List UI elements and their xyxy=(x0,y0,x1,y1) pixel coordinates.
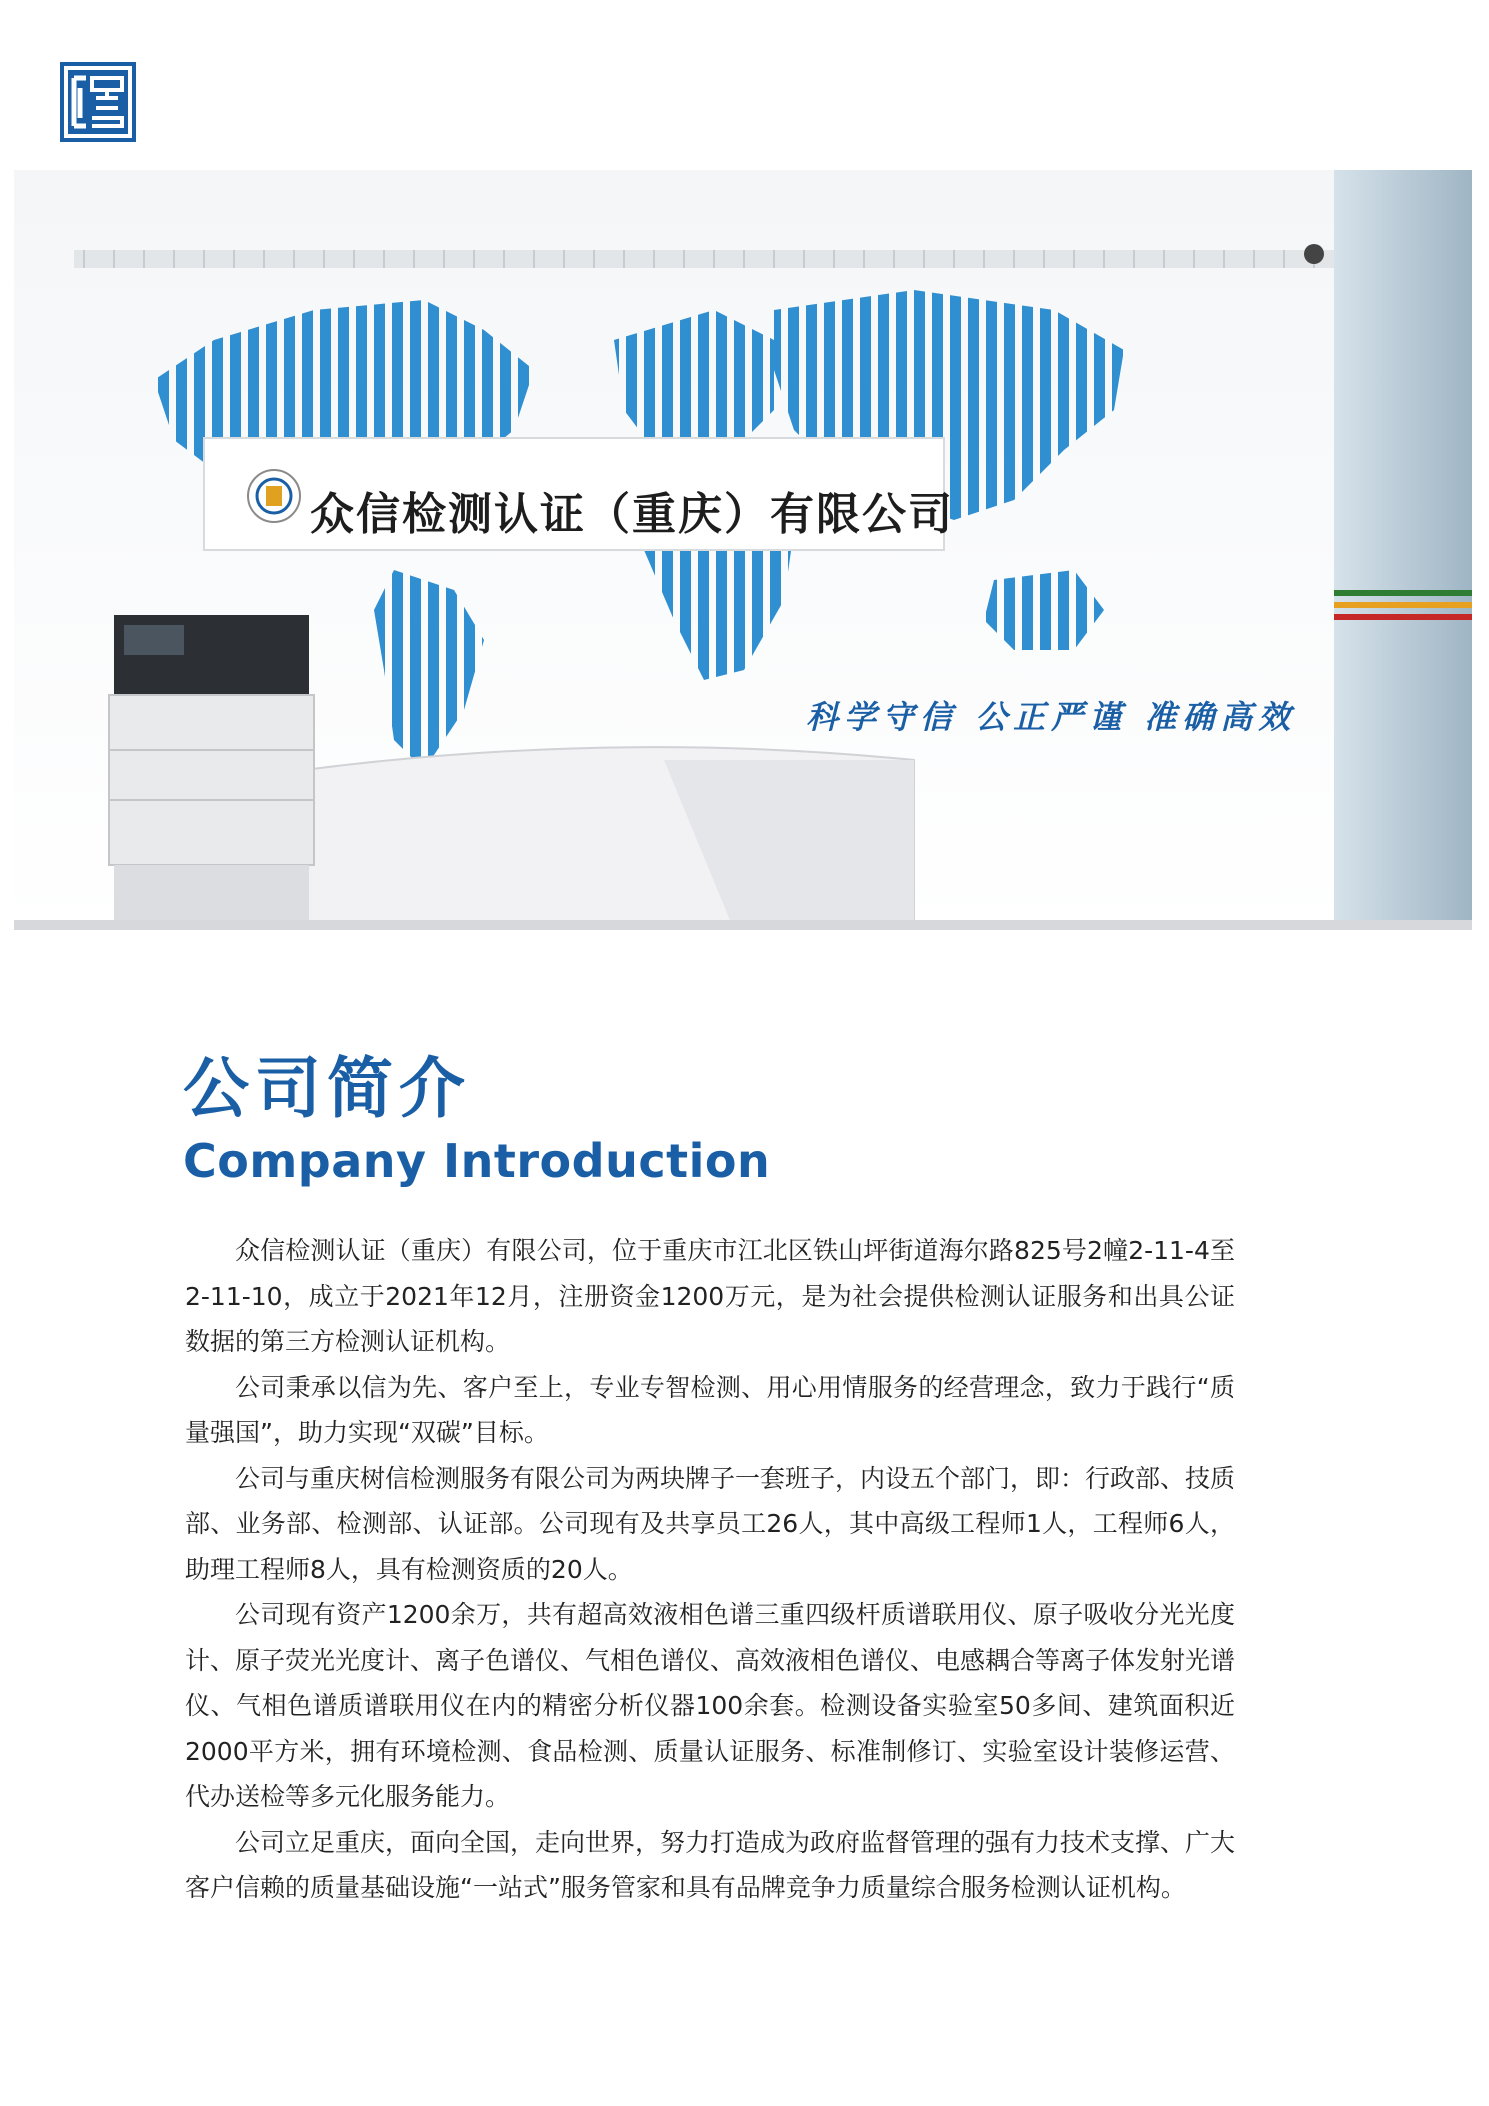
brand-seal-logo xyxy=(58,60,138,144)
intro-paragraph: 公司秉承以信为先、客户至上，专业专智检测、用心用情服务的经营理念，致力于践行“质量强国”，助力实现“双碳”目标。 xyxy=(185,1372,1235,1447)
section-title-english: Company Introduction xyxy=(183,1134,771,1188)
intro-paragraph: 公司立足重庆，面向全国，走向世界，努力打造成为政府监督管理的强有力技术支撑、广大客户信赖的质量基础设施“一站式”服务管家和具有品牌竞争力质量综合服务检测认证机构。 xyxy=(185,1827,1236,1902)
intro-paragraph: 公司与重庆树信检测服务有限公司为两块牌子一套班子，内设五个部门，即：行政部、技质部、业务部、检测部、认证部。公司现有及共享员工26人，其中高级工程师1人，工程师6人，助理工程师8人，具有检测资质的20人。 xyxy=(185,1463,1236,1584)
company-introduction-body xyxy=(185,1228,1235,1911)
reception-photo xyxy=(14,170,1472,930)
section-title-chinese: 公司简介 xyxy=(183,1050,471,1127)
intro-paragraph: 公司现有资产1200余万，共有超高效液相色谱三重四级杆质谱联用仪、原子吸收分光光度计、原子荧光光度计、离子色谱仪、气相色谱仪、高效液相色谱仪、电感耦合等离子体发射光谱仪、气相色谱质谱联用仪在内的精密分析仪器100余套。检测设备实验室50多间、建筑面积近2000平方米，拥有环境检测、食品检测、质量认证服务、标准制修订、实验室设计装修运营、代办送检等多元化服务能力。 xyxy=(185,1600,1236,1811)
company-slogan: 科学守信 公正严谨 准确高效 xyxy=(806,698,1297,736)
signboard-company-name: 众信检测认证（重庆）有限公司 xyxy=(310,489,954,540)
intro-paragraph: 众信检测认证（重庆）有限公司，位于重庆市江北区铁山坪街道海尔路825号2幢2-11-4至2-11-10，成立于2021年12月，注册资金1200万元，是为社会提供检测认证服务和出具公证数据的第三方检测认证机构。 xyxy=(185,1236,1235,1356)
